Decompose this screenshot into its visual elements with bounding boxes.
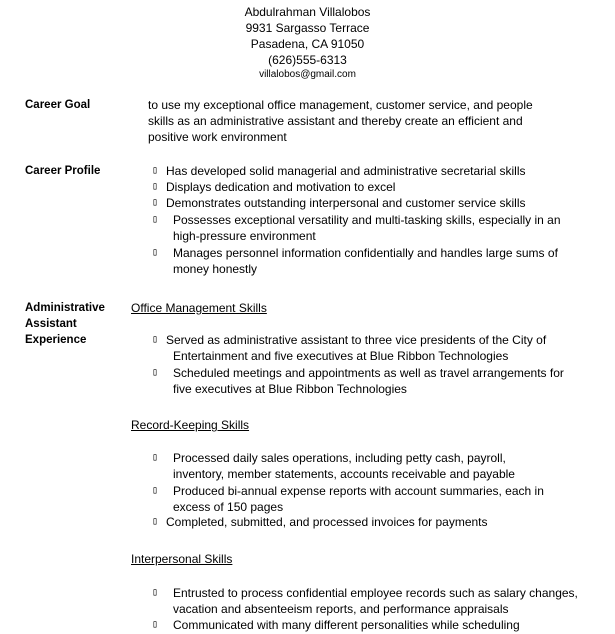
list-item (152, 195, 526, 211)
list-item (152, 163, 526, 179)
bullet-text: high-pressure environment (173, 229, 316, 243)
bullet-text: Scheduled meetings and appointments as well as travel arrangements for (173, 366, 564, 380)
bullet-text: Displays dedication and motivation to excel (166, 180, 396, 194)
career-goal-label: Career Goal (25, 99, 91, 111)
experience-label (25, 300, 125, 348)
bullet-text: Processed daily sales operations, including petty cash, payroll, (173, 451, 506, 465)
bullet-text: Communicated with many different personalities while scheduling (173, 618, 520, 632)
bullet-text: Served as administrative assistant to three vice presidents of the City of (166, 333, 547, 347)
bullet-text: Entrusted to process confidential employee records such as salary changes, (173, 586, 578, 600)
bullet-icon: ▯ (152, 247, 159, 258)
bullet-text: money honestly (173, 262, 258, 276)
bullet-icon: ▯ (152, 165, 159, 176)
bullet-text: Demonstrates outstanding interpersonal and customer service skills (166, 196, 526, 210)
office-management-heading: Office Management Skills (131, 301, 267, 315)
bullet-text: Produced bi-annual expense reports with account summaries, each in (173, 484, 544, 498)
list-item (152, 483, 544, 515)
bullet-icon: ▯ (152, 516, 159, 527)
bullet-text: Entertainment and five executives at Blue Ribbon Technologies (173, 349, 509, 363)
email-address: villalobos@gmail.com (259, 69, 356, 80)
career-goal-line: positive work environment (148, 130, 287, 144)
bullet-text: vacation and absenteeism reports, and performance appraisals (173, 602, 509, 616)
bullet-icon: ▯ (152, 587, 159, 598)
bullet-icon: ▯ (152, 619, 159, 630)
bullet-text: Completed, submitted, and processed invoices for payments (166, 515, 488, 529)
list-item (152, 514, 488, 530)
list-item (152, 617, 520, 633)
bullet-icon: ▯ (152, 181, 159, 192)
career-goal-line: to use my exceptional office management, customer service, and people (148, 98, 533, 112)
bullet-text: Possesses exceptional versatility and multi-tasking skills, especially in an (173, 213, 561, 227)
list-item (152, 245, 558, 277)
list-item (152, 332, 546, 364)
interpersonal-heading: Interpersonal Skills (131, 552, 233, 566)
experience-label-line: Assistant (25, 318, 77, 330)
bullet-icon: ▯ (152, 452, 159, 463)
bullet-text: excess of 150 pages (173, 500, 284, 514)
bullet-text: Manages personnel information confidentially and handles large sums of (173, 246, 558, 260)
list-item (152, 365, 564, 397)
bullet-icon: ▯ (152, 214, 159, 225)
resume-header (0, 4, 615, 82)
bullet-icon: ▯ (152, 367, 159, 378)
candidate-name: Abdulrahman Villalobos (244, 5, 371, 19)
career-goal-line: skills as an administrative assistant and thereby create an efficient and (148, 114, 523, 128)
career-profile-label: Career Profile (25, 165, 101, 177)
street-address: 9931 Sargasso Terrace (245, 21, 370, 35)
record-keeping-heading: Record-Keeping Skills (131, 418, 250, 432)
bullet-text: Has developed solid managerial and administrative secretarial skills (166, 164, 526, 178)
bullet-icon: ▯ (152, 334, 159, 345)
career-goal-text (148, 97, 548, 145)
list-item (152, 212, 561, 244)
phone-number: (626)555-6313 (268, 53, 347, 67)
bullet-icon: ▯ (152, 197, 159, 208)
bullet-text: inventory, member statements, accounts receivable and payable (173, 467, 515, 481)
bullet-icon: ▯ (152, 485, 159, 496)
city-state-zip: Pasadena, CA 91050 (250, 37, 365, 51)
list-item (152, 179, 395, 195)
bullet-text: five executives at Blue Ribbon Technologies (173, 382, 407, 396)
experience-label-line: Experience (25, 334, 87, 346)
list-item (152, 450, 515, 482)
experience-label-line: Administrative (25, 302, 105, 314)
list-item (152, 585, 578, 617)
